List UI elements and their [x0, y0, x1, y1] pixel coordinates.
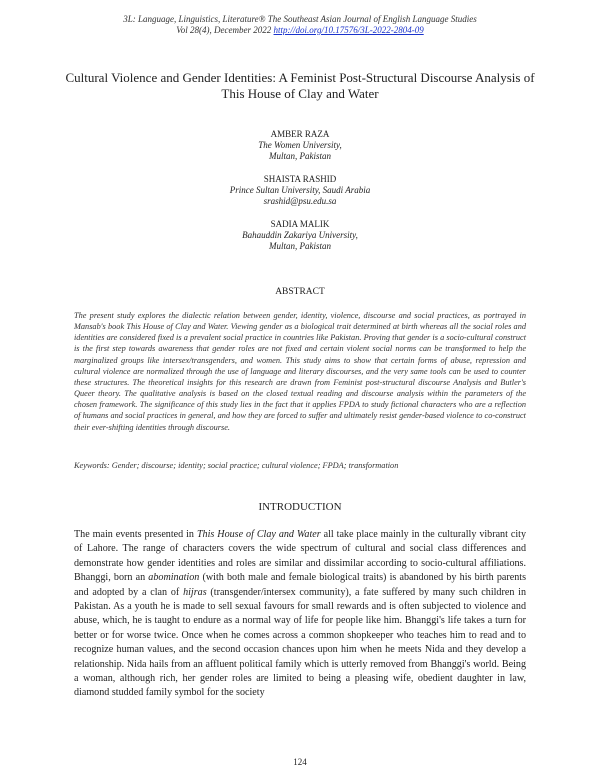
intro-text: (transgender/intersex community), a fate suffered by many such children in Pakistan. As a youth he is made to sell sexual favours for small rewards and is often subjected to violence and abuse, which, he is taught to endure as a normal way of life for people like him. Bhanggi's life takes a turn for better or for worse twice. Once when he comes across a common shopkeeper who teaches him to read and to recognize human values, and the second occasion chances upon him when he meets Nida and they develop a relationship. Nida hails from an affluent political family which is utterly removed from Bhanggi's world. Being a woman, although rich, her gender roles are limited to being a pleasing wife, obedient daughter in law, diamond studded family symbol for the society [74, 586, 527, 699]
page-number: 124 [293, 757, 307, 767]
section-heading-introduction: INTRODUCTION [258, 501, 342, 513]
journal-name: 3L: Language, Linguistics, Literature® The Southeast Asian Journal of English Language Studies [123, 14, 477, 24]
intro-text: The main events presented in [74, 529, 197, 540]
author-name: SHAISTA RASHID [263, 174, 337, 184]
term-hijras: hijras [183, 586, 207, 598]
doi-link[interactable]: http://doi.org/10.17576/3L-2022-2804-09 [273, 25, 424, 35]
abstract-text: The present study explores the dialectic relation between gender, identity, violence, discourse and social practices, as portrayed in Mansab's book This House of Clay and Water. Viewing gender as a biological trait determined at birth whereas all the social roles and identities are considered fixed is a prevalent social practice in countries like Pakistan. Proving that gender is a socio-cultural construct is the first step towards awareness that gender roles are not fixed and certain violent social norms can be transformed to help the marginalized groups like intersex/transgenders, and women. This study aims to show that certain forms of abuse, repression and cultural violence are normalized through the use of language and literary discourses, and the very same tools can be used to counter these structures. The theoretical insights for this research are drawn from Feminist post-structural discourse Analysis and Butler's Queer theory. The qualitative analysis is based on the closed textual reading and discourse analysis within the parameters of the chosen framework. The significance of this study lies in the fact that it applies FPDA to study fictional characters who are a reflection of humans and social practices in general, and how they are forced to suffer and ultimately resist gender-based violence to co-construct their ever-shifting identities through discourse. [74, 311, 526, 432]
author-location: Multan, Pakistan [269, 241, 331, 251]
author-email[interactable]: srashid@psu.edu.sa [263, 196, 337, 206]
journal-issue [0, 25, 600, 36]
journal-header [0, 14, 600, 36]
author-block [0, 129, 600, 162]
intro-text: (with both male and female biological traits) is abandoned by his birth parents and adopted by a clan of [74, 572, 526, 598]
paper-title: Cultural Violence and Gender Identities: A Feminist Post-Structural Discourse Analysis of This House of Clay and Water [65, 70, 535, 101]
author-name: SADIA MALIK [270, 219, 330, 229]
issue-info: Vol 28(4), December 2022 [176, 25, 274, 35]
author-affiliation: Prince Sultan University, Saudi Arabia [229, 185, 371, 195]
keywords: Keywords: Gender; discourse; identity; social practice; cultural violence; FPDA; transformation [74, 461, 399, 470]
author-affiliation: The Women University, [258, 140, 342, 150]
term-abomination: abomination [148, 572, 200, 584]
intro-text: all take place mainly in the culturally vibrant city of Lahore. The range of characters covers the wide spectrum of cultural and social class differences and demonstrate how gender identities and roles are similar and dissimilar according to socio-cultural affiliations. Bhanggi, born an [74, 529, 526, 584]
author-affiliation: Bahauddin Zakariya University, [242, 230, 358, 240]
abstract-heading: ABSTRACT [275, 287, 325, 297]
introduction-paragraph [74, 528, 526, 701]
book-title: This House of Clay and Water [196, 529, 321, 540]
author-name: AMBER RAZA [270, 129, 330, 139]
author-block [0, 174, 600, 207]
author-location: Multan, Pakistan [269, 151, 331, 161]
author-block [0, 219, 600, 252]
